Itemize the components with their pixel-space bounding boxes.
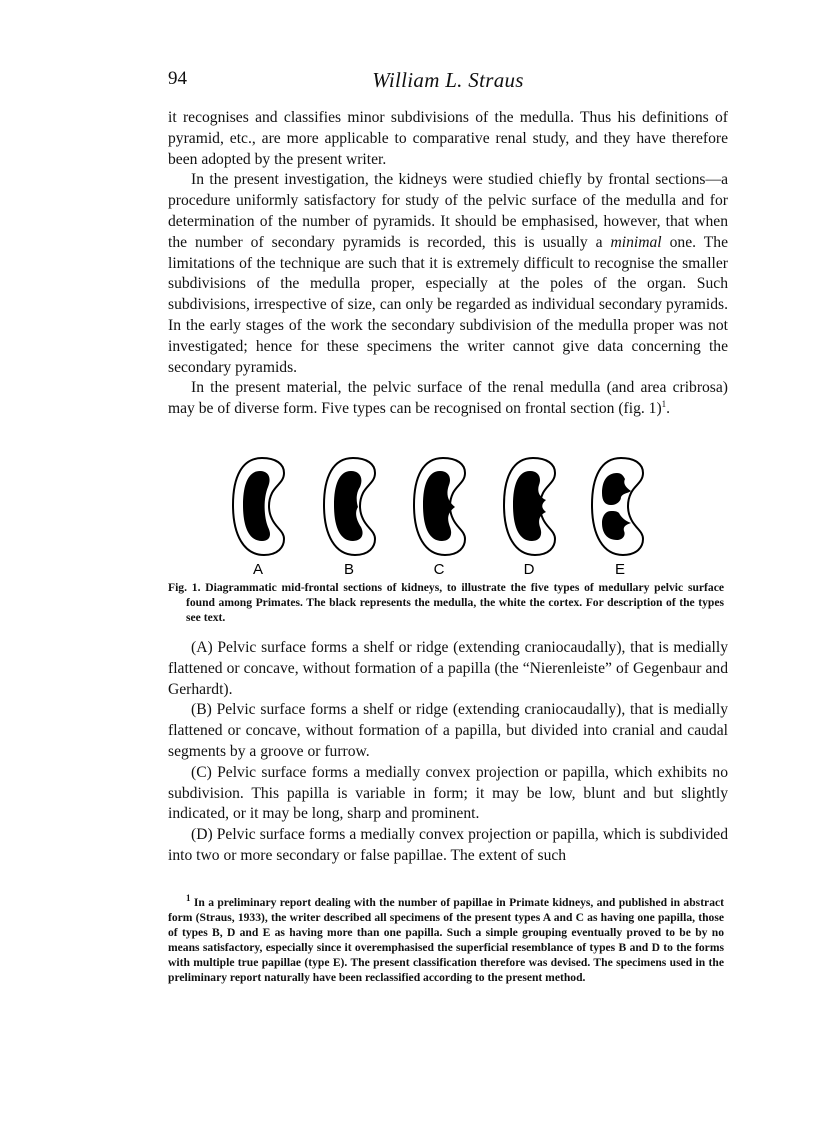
caption-text: Diagrammatic mid-frontal sections of kidneys, to illustrate the five types of medullary pelvic surface found among Primates. The black represents the medulla, the white the cortex. For description of the types see text. — [186, 581, 724, 624]
figure-label-b: B — [343, 561, 355, 577]
kidney-type-b — [324, 458, 375, 555]
kidney-type-a — [233, 458, 284, 555]
body-text — [168, 108, 728, 420]
kidney-diagrams — [226, 455, 656, 577]
figure-1 — [226, 455, 656, 577]
paragraph-2-part-a: In the present investigation, the kidneys were studied chiefly by frontal sections—a procedure uniformly satisfactory for study of the pelvic surface of the medulla and for determination of the number of pyramids. It should be emphasised, however, that when the number of secondary pyramids is recorded, this is usually a — [168, 171, 728, 251]
paragraph-3-end: . — [666, 400, 671, 418]
kidney-type-c — [414, 458, 465, 555]
footnote-marker: 1 — [186, 893, 191, 904]
paragraph-1: it recognises and classifies minor subdivisions of the medulla. Thus his definitions of pyramid, etc., are more applicable to comparative renal study, and they have therefore been adopted by the present writer. — [168, 109, 728, 168]
emphasis-minimal: minimal — [610, 233, 662, 251]
figure-label-a: A — [252, 561, 264, 577]
figure-label-c: C — [433, 561, 445, 577]
type-b-description: (B) Pelvic surface forms a shelf or ridge (extending craniocaudally), that is medially flattened or concave, without formation of a papilla, but divided into cranial and caudal segments by a groove or furrow. — [168, 701, 728, 760]
type-c-description: (C) Pelvic surface forms a medially convex projection or papilla, which exhibits no subdivision. This papilla is variable in form; it may be low, blunt and but slightly indicated, or it may be long, sharp and prominent. — [168, 763, 728, 823]
figure-caption — [168, 580, 724, 625]
footnote — [168, 895, 724, 985]
kidney-type-e — [592, 458, 643, 555]
paragraph-2 — [168, 170, 728, 378]
footnote-reference[interactable]: 1 — [661, 398, 667, 409]
paragraph-3-text: In the present material, the pelvic surface of the renal medulla (and area cribrosa) may be of diverse form. Five types can be recognised on frontal section (fig. 1) — [168, 379, 728, 418]
page-header — [168, 68, 728, 98]
type-descriptions — [168, 638, 728, 867]
running-head: William L. Straus — [372, 68, 524, 92]
paragraph-3 — [168, 378, 728, 420]
caption-label: Fig. 1. — [168, 581, 201, 594]
paragraph-2-part-b: one. The limitations of the technique are such that it is extremely difficult to recognise the smaller subdivisions of the medulla proper, especially at the poles of the organ. Such subdivisions, irrespective of size, can only be regarded as individual secondary pyramids. In the early stages of the work the secondary subdivision of the medulla proper was not investigated; hence for these specimens the writer cannot give data concerning the secondary pyramids. — [168, 233, 728, 376]
type-d-description: (D) Pelvic surface forms a medially convex projection or papilla, which is subdivided into two or more secondary or false papillae. The extent of such — [168, 826, 728, 864]
figure-label-d: D — [523, 561, 535, 577]
kidney-type-d — [504, 458, 555, 555]
figure-label-e: E — [614, 561, 626, 577]
footnote-text: In a preliminary report dealing with the number of papillae in Primate kidneys, and published in abstract form (Straus, 1933), the writer described all specimens of the present types A and C as having one papilla, those of types B, D and E as having more than one papilla. Such a simple grouping eventually proved to be by no means satisfactory, especially since it overemphasised the superficial resemblance of types B and D to the forms with multiple true papillae (type E). The present classification therefore was devised. The specimens used in the preliminary report naturally have been reclassified according to the present method. — [168, 896, 725, 984]
type-a-description: (A) Pelvic surface forms a shelf or ridge (extending craniocaudally), that is medially flattened or concave, without formation of a papilla (the “Nierenleiste” of Gegenbaur and Gerhardt). — [168, 639, 728, 698]
page-number: 94 — [168, 68, 187, 89]
